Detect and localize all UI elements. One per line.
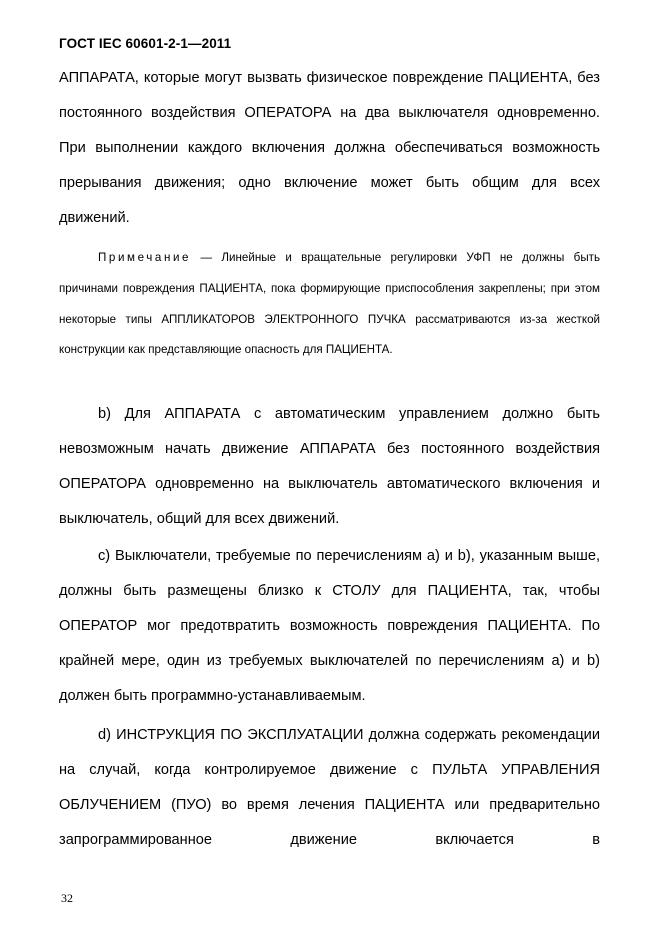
paragraph-item-b: b) Для АППАРАТА с автоматическим управлением должно быть невозможным начать движение АППАРАТА без постоянного воздействия ОПЕРАТОРА одновременно на выключатель автоматического включения и выключатель, общий для всех движений. bbox=[59, 406, 600, 527]
document-header: ГОСТ IEC 60601-2-1—2011 bbox=[59, 36, 232, 51]
page-number: 32 bbox=[61, 891, 73, 905]
paragraph-item-c: с) Выключатели, требуемые по перечислениям а) и b), указанным выше, должны быть размещены близко к СТОЛУ для ПАЦИЕНТА, так, чтобы ОПЕРАТОР мог предотвратить возможность повреждения ПАЦИЕНТА. По крайней мере, один из требуемых выключателей по перечислениям а) и b) должен быть программно-устанавливаемым. bbox=[59, 548, 600, 704]
paragraph-item-d: d) ИНСТРУКЦИЯ ПО ЭКСПЛУАТАЦИИ должна содержать рекомендации на случай, когда контролируемое движение с ПУЛЬТА УПРАВЛЕНИЯ ОБЛУЧЕНИЕМ (ПУО) во время лечения ПАЦИЕНТА или предварительно запрограммированное движение включается в bbox=[59, 727, 600, 848]
note-label: Примечание bbox=[98, 251, 192, 264]
note-text: — Линейные и вращательные регулировки УФП не должны быть причинами повреждения ПАЦИЕНТА, пока формирующие приспособления закреплены; при этом некоторые типы АППЛИКАТОРОВ ЭЛЕКТРОННОГО ПУЧКА рассматриваются из-за жесткой конструкции как представляющие опасность для ПАЦИЕНТА. bbox=[59, 251, 600, 357]
paragraph-continuation: АППАРАТА, которые могут вызвать физическое повреждение ПАЦИЕНТА, без постоянного воздействия ОПЕРАТОРА на два выключателя одновременно. При выполнении каждого включения должна обеспечиваться возможность прерывания движения; одно включение может быть общим для всех движений. bbox=[59, 70, 600, 226]
note-paragraph bbox=[59, 243, 600, 366]
